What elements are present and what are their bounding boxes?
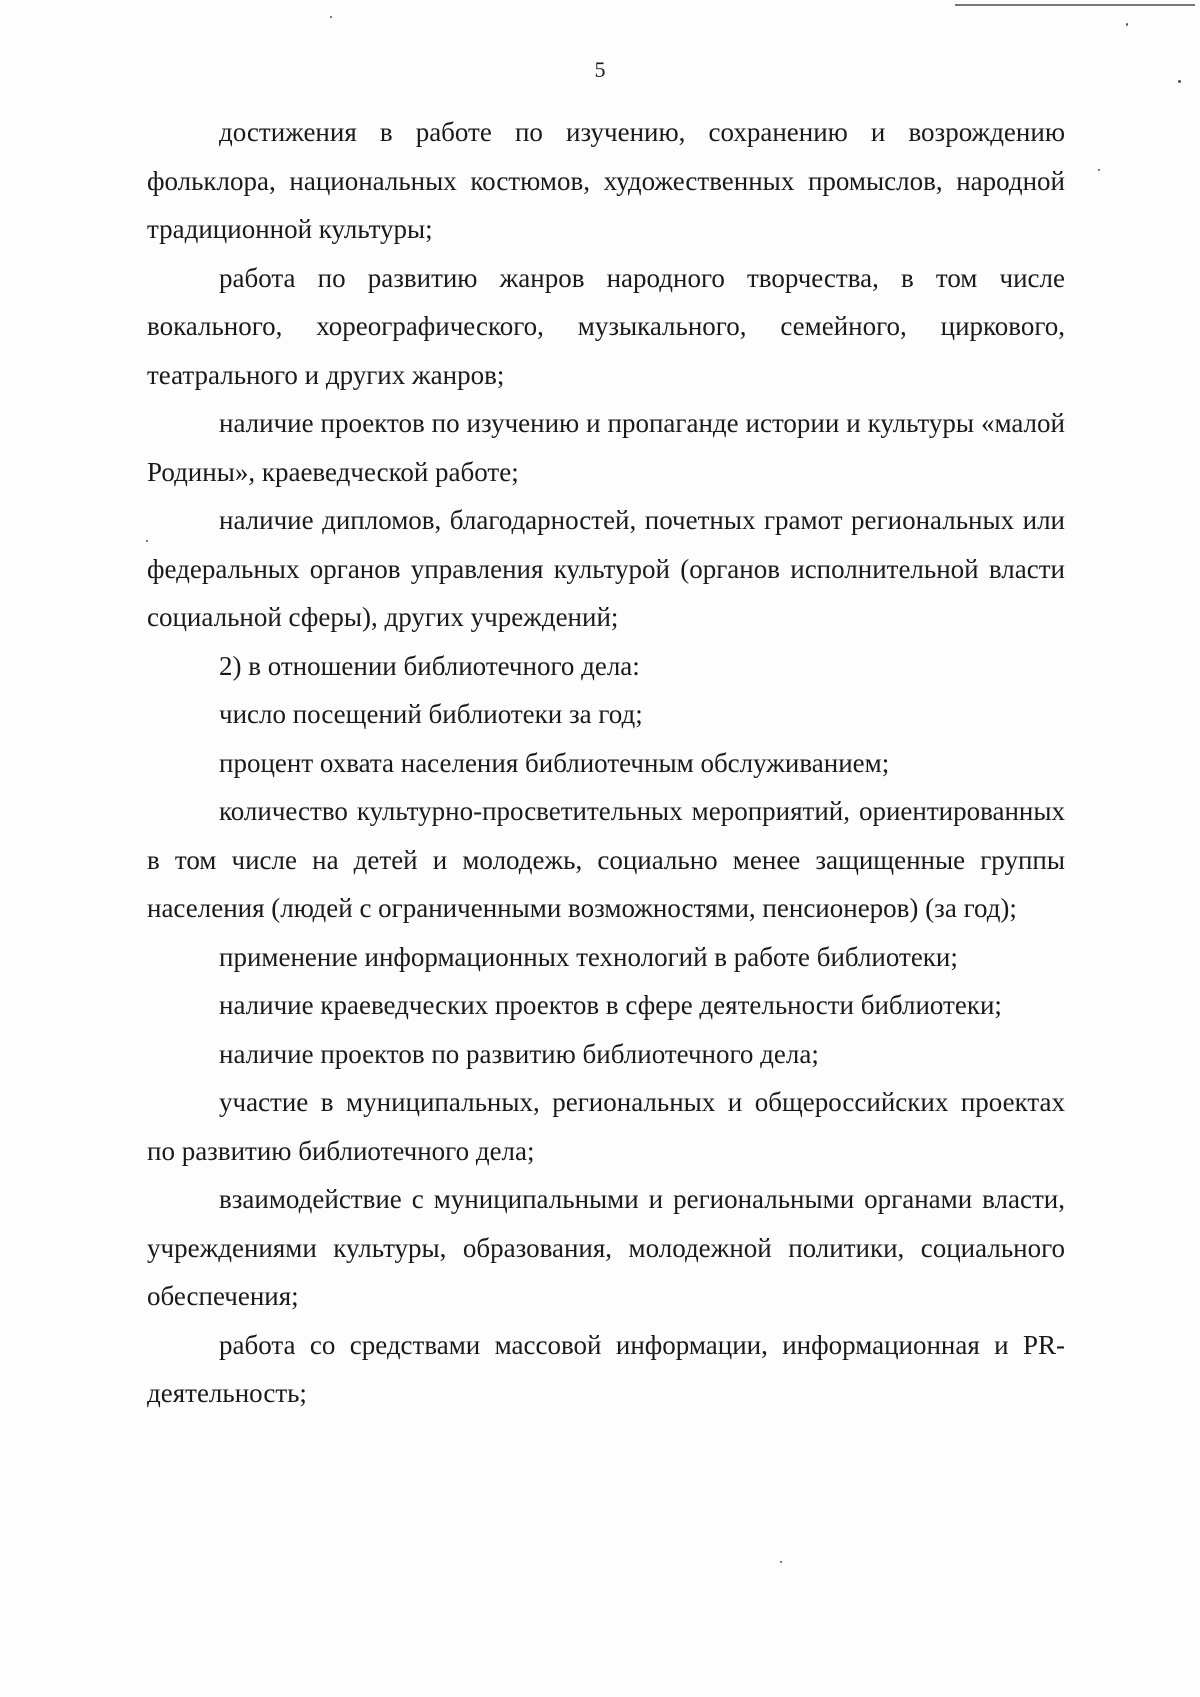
paragraph: участие в муниципальных, региональных и общероссийских проектах по развитию библиотечного дела; [147, 1087, 1065, 1166]
scan-speck [1178, 80, 1181, 83]
scan-speck [1098, 169, 1100, 171]
scan-speck [330, 16, 332, 18]
paragraph: работа по развитию жанров народного творчества, в том числе вокального, хореографического, музыкального, семейного, циркового, театрального и других жанров; [147, 262, 1065, 390]
paragraph: количество культурно-просветительных мероприятий, ориентированных в том числе на детей и молодежь, социально менее защищенные группы населения (людей с ограниченными возможностями, пенсионеров) (за год); [147, 796, 1065, 923]
paragraph: наличие проектов по изучению и пропаганде истории и культуры «малой Родины», краеведческой работе; [147, 408, 1065, 487]
paragraph: процент охвата населения библиотечным обслуживанием; [219, 747, 890, 778]
paragraph: применение информационных технологий в работе библиотеки; [219, 941, 958, 972]
scan-speck [780, 1561, 782, 1563]
scan-edge-line [955, 4, 1195, 6]
scan-speck [146, 540, 148, 542]
paragraph: работа со средствами массовой информации, информационная и PR-деятельность; [147, 1329, 1065, 1408]
scan-speck [1126, 23, 1128, 26]
paragraph: наличие дипломов, благодарностей, почетных грамот региональных или федеральных органов управления культурой (органов исполнительной власти социальной сферы), других учреждений; [147, 505, 1065, 632]
paragraph: наличие проектов по развитию библиотечного дела; [219, 1038, 819, 1069]
paragraph: число посещений библиотеки за год; [219, 699, 643, 729]
paragraph: достижения в работе по изучению, сохранению и возрождению фольклора, национальных костюмов, художественных промыслов, народной традиционной культуры; [147, 117, 1065, 244]
paragraph: взаимодействие с муниципальными и региональными органами власти, учреждениями культуры, образования, молодежной политики, социального обеспечения; [147, 1184, 1065, 1311]
paragraph: наличие краеведческих проектов в сфере деятельности библиотеки; [219, 990, 1002, 1020]
document-body [147, 108, 1065, 1418]
paragraph: 2) в отношении библиотечного дела: [219, 650, 640, 681]
page-number: 5 [594, 57, 606, 82]
